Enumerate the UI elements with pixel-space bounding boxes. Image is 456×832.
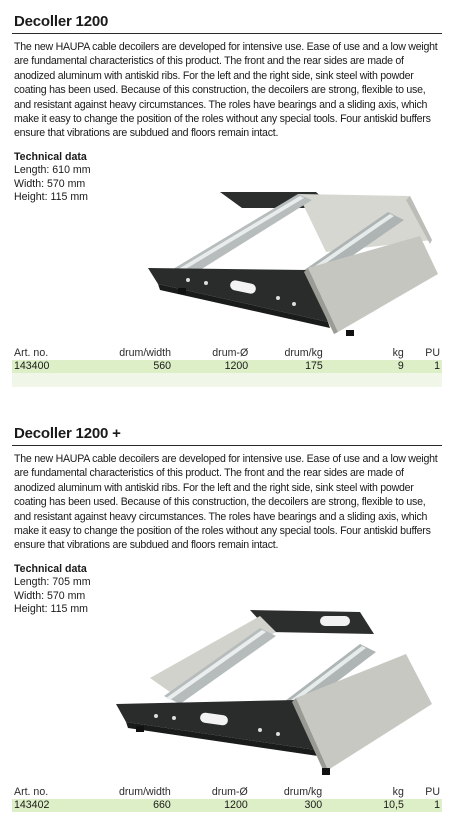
cell-pu: 1 bbox=[406, 360, 442, 373]
table-row bbox=[12, 360, 442, 373]
table-spacer-row bbox=[12, 373, 442, 387]
header-drum-diameter: drum-Ø bbox=[212, 347, 249, 359]
header-kg: kg bbox=[392, 786, 404, 798]
spec-height: Height: 115 mm bbox=[14, 603, 88, 616]
spec-length: Length: 705 mm bbox=[14, 576, 91, 589]
cell-kg: 10,5 bbox=[324, 799, 406, 812]
product-title: Decoller 1200 + bbox=[12, 424, 442, 446]
product-section-2 bbox=[12, 424, 442, 617]
header-art-no: Art. no. bbox=[14, 347, 49, 359]
spec-width: Width: 570 mm bbox=[14, 177, 86, 190]
product-description: The new HAUPA cable decoilers are developed for intensive use. Ease of use and a low weight are fundamental characteristics of this product. The front and the rear sides are made of anodized aluminum with antiskid ribs. For the left and the right side, sink steel with powder coating has been used. Because of this construction, the decoilers are strong, flexible to use, and resistant against heavy circumstances. The roles have bearings and a sliding axis, which make it easy to change the position of the roles without any special tools. Four antiskid buffers ensure that vibrations are subdued and floors remain intact. bbox=[14, 41, 438, 140]
table-row bbox=[12, 799, 442, 812]
header-drum-diameter: drum-Ø bbox=[211, 786, 248, 798]
header-pu: PU bbox=[425, 347, 440, 359]
cell-drum-diameter: 1200 bbox=[173, 799, 250, 812]
technical-data-label: Technical data bbox=[14, 562, 87, 575]
spec-height: Height: 115 mm bbox=[14, 191, 88, 204]
header-pu: PU bbox=[425, 786, 440, 798]
cell-pu: 1 bbox=[406, 799, 442, 812]
cell-drum-kg: 300 bbox=[250, 799, 324, 812]
cell-art-no: 143402 bbox=[12, 799, 83, 812]
cell-art-no: 143400 bbox=[12, 360, 83, 373]
technical-data-label: Technical data bbox=[14, 150, 87, 163]
spec-table-1 bbox=[12, 347, 442, 387]
cell-drum-diameter: 1200 bbox=[173, 360, 250, 373]
header-drum-kg: drum/kg bbox=[284, 347, 323, 359]
cell-drum-width: 660 bbox=[83, 799, 173, 812]
product-description: The new HAUPA cable decoilers are developed for intensive use. Ease of use and a low weight are fundamental characteristics of this product. The front and the rear sides are made of anodized aluminum with antiskid ribs. For the left and the right side, sink steel with powder coating has been used. Because of this construction, the decoilers are strong, flexible to use, and resistant against heavy circumstances. The roles have bearings and a sliding axis, which make it easy to change the position of the roles without any special tools. Four antiskid buffers ensure that vibrations are subdued and floors remain intact. bbox=[14, 453, 438, 552]
table-header-row bbox=[12, 786, 442, 799]
cell-kg: 9 bbox=[325, 360, 406, 373]
header-art-no: Art. no. bbox=[14, 786, 49, 798]
spec-table-2 bbox=[12, 786, 442, 812]
cell-drum-width: 560 bbox=[83, 360, 173, 373]
spec-length: Length: 610 mm bbox=[14, 164, 91, 177]
decoiler-1200-image bbox=[148, 182, 438, 342]
header-drum-width: drum/width bbox=[119, 347, 172, 359]
table-header-row bbox=[12, 347, 442, 360]
header-kg: kg bbox=[392, 347, 404, 359]
cell-drum-kg: 175 bbox=[250, 360, 325, 373]
spec-width: Width: 570 mm bbox=[14, 589, 86, 602]
header-drum-kg: drum/kg bbox=[283, 786, 323, 798]
product-title: Decoller 1200 bbox=[12, 12, 442, 34]
decoiler-1200-plus-image bbox=[110, 600, 436, 778]
header-drum-width: drum/width bbox=[118, 786, 171, 798]
product-section-1 bbox=[12, 12, 442, 205]
